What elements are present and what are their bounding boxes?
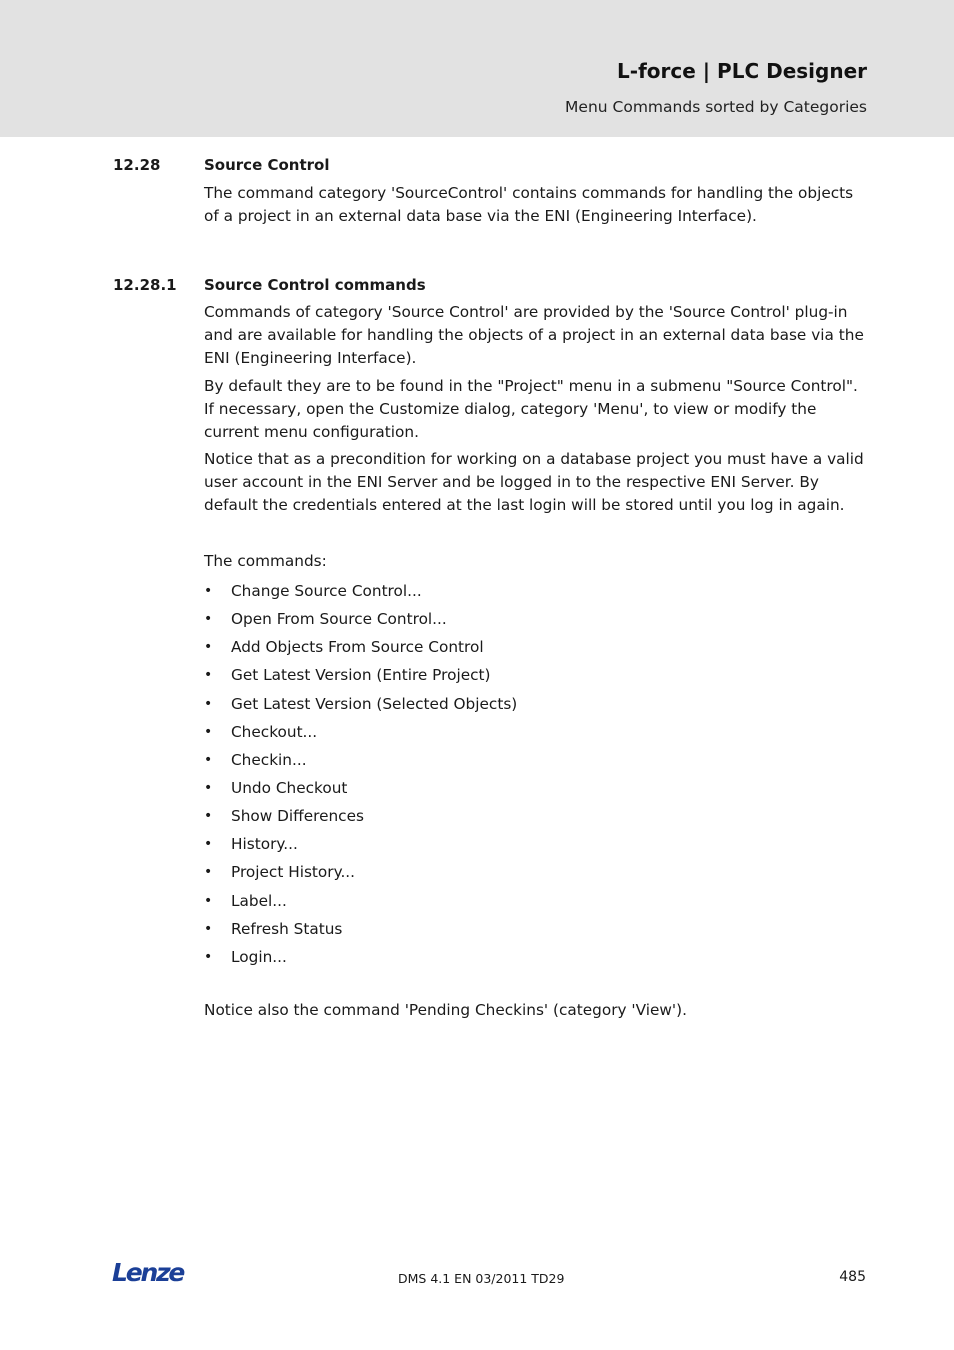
bullet: • [204,751,213,768]
lenze-logo [112,1258,192,1286]
command-label: History... [231,835,298,854]
command-label: Refresh Status [231,919,343,938]
command-label: Project History... [231,863,356,882]
command-label: Show Differences [231,807,364,826]
command-label: Get Latest Version (Entire Project) [231,666,491,685]
bullet: • [204,695,213,712]
bullet: • [204,920,213,937]
command-label: Checkout... [231,722,318,741]
page-number: 485 [839,1269,866,1285]
commands-intro: The commands: [204,552,327,570]
bullet: • [204,892,213,909]
paragraph: Notice that as a precondition for working on a database project you must have a valid user account in the ENI Server and be logged in to the respective ENI Server. By default the credentials entered at the last login will be stored until you log in again. [204,450,864,514]
paragraph: Commands of category 'Source Control' are provided by the 'Source Control' plug-in and are available for handling the objects of a project in an external data base via the ENI (Engineering Interface). [204,303,864,367]
bullet: • [204,611,213,628]
section-number: 12.28 [113,156,161,174]
command-label: Label... [231,891,287,910]
footer-doc-id: DMS 4.1 EN 03/2011 TD29 [398,1271,565,1286]
paragraph: By default they are to be found in the "Project" menu in a submenu "Source Control". If necessary, open the Customize dialog, category 'Menu', to view or modify the current menu configuration. [204,377,858,441]
subsection-title: Source Control commands [204,276,426,294]
command-label: Open From Source Control... [231,610,447,629]
command-label: Login... [231,947,287,966]
bullet: • [204,864,213,881]
command-label: Change Source Control... [231,582,422,600]
bullet: • [204,836,213,853]
page-header [0,0,954,137]
bullet: • [204,583,213,599]
bullet: • [204,948,213,965]
lenze-logo-text: Lenze [112,1258,184,1286]
bullet: • [204,808,213,825]
bullet: • [204,779,213,796]
header-title: L-force | PLC Designer [617,59,867,83]
bullet: • [204,639,213,656]
header-subtitle: Menu Commands sorted by Categories [565,98,867,116]
command-label: Get Latest Version (Selected Objects) [231,694,518,713]
section-title: Source Control [204,156,330,174]
command-label: Add Objects From Source Control [231,638,484,657]
bullet: • [204,667,213,684]
command-label: Checkin... [231,750,307,769]
command-label: Undo Checkout [231,778,348,797]
note-paragraph: Notice also the command 'Pending Checkins' (category 'View'). [204,1001,687,1019]
bullet: • [204,723,213,740]
subsection-number: 12.28.1 [113,276,177,294]
section-intro: The command category 'SourceControl' contains commands for handling the objects of a project in an external data base via the ENI (Engineering Interface). [204,184,854,225]
